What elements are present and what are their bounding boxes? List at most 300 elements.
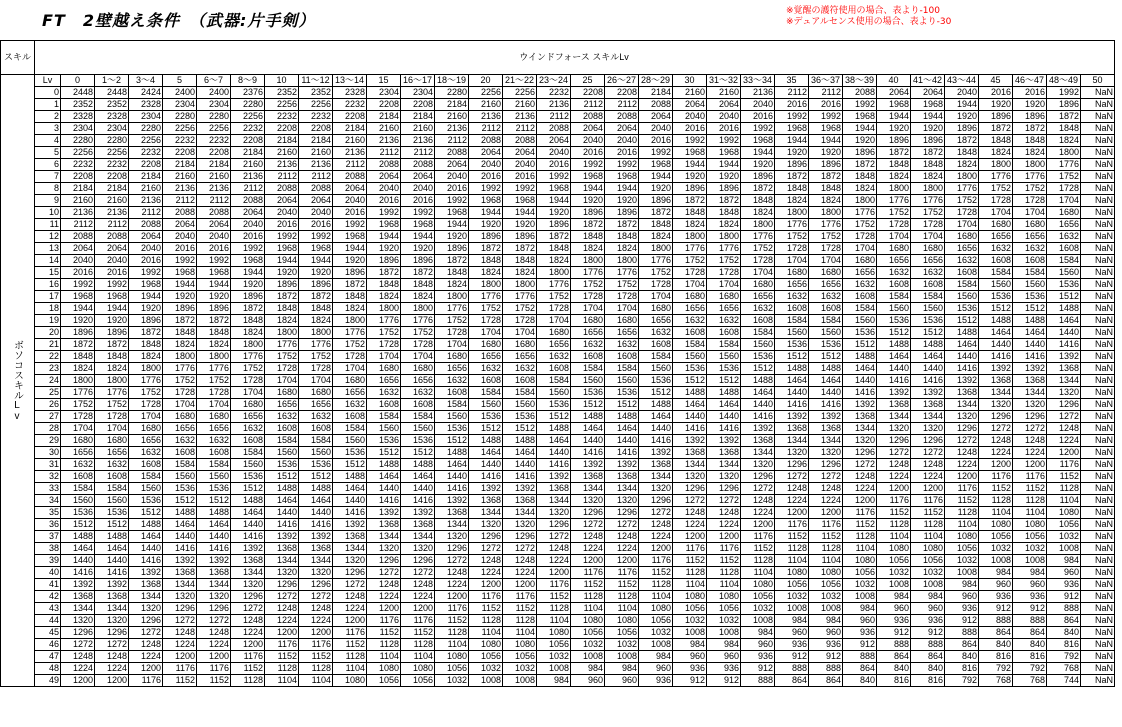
table-cell: 1248 xyxy=(265,603,299,615)
table-cell: 1320 xyxy=(979,399,1013,411)
column-header: 50 xyxy=(1081,75,1115,87)
table-cell: 1776 xyxy=(843,207,877,219)
table-row xyxy=(1,471,1115,483)
table-cell: 2352 xyxy=(61,99,95,111)
table-cell: 1608 xyxy=(707,327,741,339)
table-cell: 1464 xyxy=(605,423,639,435)
table-cell: 1392 xyxy=(299,531,333,543)
table-cell: 1464 xyxy=(1047,315,1081,327)
row-level: 12 xyxy=(35,231,61,243)
column-header: 38～39 xyxy=(843,75,877,87)
table-cell: 2376 xyxy=(231,87,265,99)
table-cell: 1968 xyxy=(95,291,129,303)
table-cell: 1920 xyxy=(809,147,843,159)
table-cell: 2112 xyxy=(197,195,231,207)
table-cell: 1440 xyxy=(333,495,367,507)
table-cell: 1128 xyxy=(1013,495,1047,507)
table-cell: 1656 xyxy=(435,363,469,375)
table-cell: 888 xyxy=(877,639,911,651)
table-cell: 1632 xyxy=(1013,243,1047,255)
table-cell: 1248 xyxy=(911,459,945,471)
table-cell: 2064 xyxy=(673,99,707,111)
table-cell: 1296 xyxy=(979,411,1013,423)
column-header: 21～22 xyxy=(503,75,537,87)
table-cell: 984 xyxy=(605,663,639,675)
table-cell: 1248 xyxy=(571,531,605,543)
table-cell: 1152 xyxy=(299,651,333,663)
table-cell: 1296 xyxy=(707,483,741,495)
table-cell: 840 xyxy=(877,663,911,675)
table-cell: 1536 xyxy=(537,399,571,411)
notes xyxy=(786,6,951,28)
table-cell: 1224 xyxy=(1047,435,1081,447)
table-cell: 1800 xyxy=(911,183,945,195)
table-cell: 1272 xyxy=(61,639,95,651)
table-cell: 1848 xyxy=(639,219,673,231)
table-cell: 1704 xyxy=(435,339,469,351)
row-level: 46 xyxy=(35,639,61,651)
table-cell: 1848 xyxy=(707,207,741,219)
table-cell: 1368 xyxy=(503,495,537,507)
table-cell: 1704 xyxy=(299,375,333,387)
table-cell: 2064 xyxy=(367,171,401,183)
table-cell: 1800 xyxy=(61,375,95,387)
table-cell: 2136 xyxy=(469,111,503,123)
table-cell: 1752 xyxy=(129,387,163,399)
table-cell: 1752 xyxy=(843,219,877,231)
table-cell: 1512 xyxy=(673,375,707,387)
table-cell: 1416 xyxy=(571,447,605,459)
column-header: 41～42 xyxy=(911,75,945,87)
table-cell: 1752 xyxy=(877,207,911,219)
table-cell: 1152 xyxy=(1047,471,1081,483)
table-cell: 2328 xyxy=(95,111,129,123)
table-cell: 1008 xyxy=(809,603,843,615)
table-cell: 1584 xyxy=(741,327,775,339)
table-cell: 1704 xyxy=(197,399,231,411)
table-cell: 816 xyxy=(877,675,911,687)
table-cell: 1368 xyxy=(741,435,775,447)
table-cell: 1008 xyxy=(537,663,571,675)
column-header: 31～32 xyxy=(707,75,741,87)
table-cell: 1512 xyxy=(129,507,163,519)
table-cell: 2016 xyxy=(265,219,299,231)
table-cell: 1800 xyxy=(469,279,503,291)
table-cell: 1440 xyxy=(843,375,877,387)
table-cell: 1272 xyxy=(1013,423,1047,435)
table-cell: 1368 xyxy=(605,471,639,483)
table-cell: 1728 xyxy=(469,315,503,327)
table-cell: NaN xyxy=(1081,459,1115,471)
table-cell: 2016 xyxy=(741,111,775,123)
table-cell: 2232 xyxy=(163,135,197,147)
table-cell: 1944 xyxy=(231,267,265,279)
table-cell: 1488 xyxy=(401,459,435,471)
row-group-label: ボソコスキルLv xyxy=(1,75,35,687)
table-cell: 1920 xyxy=(435,231,469,243)
table-cell: 1992 xyxy=(197,255,231,267)
table-cell: 1776 xyxy=(775,219,809,231)
table-cell: NaN xyxy=(1081,159,1115,171)
row-level: 11 xyxy=(35,219,61,231)
table-cell: 1368 xyxy=(945,387,979,399)
column-header: 3～4 xyxy=(129,75,163,87)
column-header: 13～14 xyxy=(333,75,367,87)
table-cell: 912 xyxy=(673,675,707,687)
table-cell: 1752 xyxy=(163,375,197,387)
table-cell: 1632 xyxy=(775,291,809,303)
table-cell: 1656 xyxy=(639,315,673,327)
table-cell: 1416 xyxy=(673,423,707,435)
table-cell: 1632 xyxy=(639,327,673,339)
table-cell: 1080 xyxy=(775,567,809,579)
table-cell: 1584 xyxy=(639,351,673,363)
table-cell: 888 xyxy=(911,639,945,651)
table-cell: 768 xyxy=(979,675,1013,687)
table-cell: 1992 xyxy=(231,243,265,255)
table-cell: 1776 xyxy=(979,171,1013,183)
table-cell: 1104 xyxy=(809,555,843,567)
table-cell: 2064 xyxy=(129,231,163,243)
table-cell: 1920 xyxy=(401,243,435,255)
table-cell: 1896 xyxy=(503,231,537,243)
table-cell: NaN xyxy=(1081,591,1115,603)
table-cell: 2304 xyxy=(367,87,401,99)
table-cell: 984 xyxy=(877,591,911,603)
table-cell: 1824 xyxy=(775,195,809,207)
table-cell: 1944 xyxy=(435,219,469,231)
table-cell: 1464 xyxy=(401,471,435,483)
table-cell: 912 xyxy=(945,615,979,627)
table-cell: 2208 xyxy=(571,87,605,99)
table-cell: 1656 xyxy=(673,303,707,315)
table-cell: 1536 xyxy=(197,483,231,495)
table-cell: 1848 xyxy=(945,147,979,159)
table-cell: 1224 xyxy=(707,519,741,531)
table-cell: 1728 xyxy=(163,387,197,399)
table-cell: 1536 xyxy=(945,303,979,315)
table-cell: 1848 xyxy=(435,267,469,279)
table-cell: 2184 xyxy=(231,147,265,159)
table-cell: 1848 xyxy=(163,327,197,339)
table-cell: 1872 xyxy=(537,231,571,243)
table-cell: 1392 xyxy=(333,519,367,531)
table-cell: 1824 xyxy=(877,171,911,183)
table-cell: 1176 xyxy=(197,663,231,675)
table-cell: 1320 xyxy=(367,543,401,555)
column-header: 1～2 xyxy=(95,75,129,87)
table-row xyxy=(1,483,1115,495)
table-cell: 1344 xyxy=(775,435,809,447)
table-cell: 1392 xyxy=(537,471,571,483)
table-cell: 2208 xyxy=(129,159,163,171)
table-cell: 936 xyxy=(775,639,809,651)
table-cell: 1992 xyxy=(265,231,299,243)
table-cell: 1920 xyxy=(945,111,979,123)
table-cell: 1872 xyxy=(503,243,537,255)
table-cell: 840 xyxy=(911,663,945,675)
table-cell: 1272 xyxy=(979,423,1013,435)
table-cell: 1512 xyxy=(503,423,537,435)
table-cell: 1632 xyxy=(571,339,605,351)
table-cell: 888 xyxy=(809,663,843,675)
table-cell: 1128 xyxy=(231,675,265,687)
table-cell: 1992 xyxy=(775,111,809,123)
table-cell: 1848 xyxy=(333,291,367,303)
table-cell: 1968 xyxy=(809,123,843,135)
table-cell: 1632 xyxy=(741,303,775,315)
table-cell: 1824 xyxy=(571,243,605,255)
table-cell: 1392 xyxy=(163,555,197,567)
table-row xyxy=(1,339,1115,351)
table-cell: 1344 xyxy=(877,411,911,423)
table-cell: 1920 xyxy=(503,219,537,231)
table-cell: 840 xyxy=(1047,627,1081,639)
table-cell: 1440 xyxy=(95,555,129,567)
table-cell: 2016 xyxy=(401,195,435,207)
table-cell: 1392 xyxy=(843,399,877,411)
table-cell: 1896 xyxy=(265,279,299,291)
table-cell: 1536 xyxy=(469,411,503,423)
table-cell: 1872 xyxy=(95,339,129,351)
table-cell: 1416 xyxy=(809,399,843,411)
table-cell: 1464 xyxy=(503,447,537,459)
table-cell: 1128 xyxy=(639,579,673,591)
table-cell: 1176 xyxy=(877,495,911,507)
table-cell: 2040 xyxy=(333,195,367,207)
table-cell: 960 xyxy=(809,627,843,639)
table-cell: 1176 xyxy=(129,675,163,687)
table-cell: 1200 xyxy=(639,543,673,555)
table-cell: 1656 xyxy=(367,375,401,387)
table-cell: 1368 xyxy=(231,555,265,567)
table-cell: 1248 xyxy=(809,483,843,495)
table-cell: 1584 xyxy=(61,483,95,495)
column-header: 28～29 xyxy=(639,75,673,87)
table-cell: 1056 xyxy=(911,555,945,567)
table-cell: 1872 xyxy=(1047,111,1081,123)
table-cell: 1800 xyxy=(367,303,401,315)
table-cell: 1680 xyxy=(945,231,979,243)
table-cell: 1152 xyxy=(775,531,809,543)
table-cell: 2448 xyxy=(61,87,95,99)
table-cell: 1776 xyxy=(809,219,843,231)
table-cell: 1248 xyxy=(61,651,95,663)
table-cell: 1152 xyxy=(265,651,299,663)
table-cell: 2136 xyxy=(61,207,95,219)
table-cell: 1368 xyxy=(1047,363,1081,375)
column-header: 16～17 xyxy=(401,75,435,87)
table-cell: 1032 xyxy=(707,615,741,627)
table-cell: 1872 xyxy=(163,315,197,327)
table-cell: 2232 xyxy=(129,147,163,159)
table-cell: 864 xyxy=(945,639,979,651)
table-cell: 1176 xyxy=(673,543,707,555)
table-cell: 2064 xyxy=(435,159,469,171)
table-cell: 1800 xyxy=(741,219,775,231)
table-cell: 2448 xyxy=(95,87,129,99)
table-cell: 2016 xyxy=(707,123,741,135)
table-cell: 1104 xyxy=(537,615,571,627)
table-cell: 2016 xyxy=(571,147,605,159)
table-cell: NaN xyxy=(1081,135,1115,147)
table-cell: 1464 xyxy=(537,435,571,447)
table-cell: 2136 xyxy=(163,183,197,195)
table-cell: 2208 xyxy=(61,171,95,183)
table-cell: 1704 xyxy=(469,327,503,339)
table-cell: 1968 xyxy=(571,171,605,183)
table-cell: 1224 xyxy=(639,531,673,543)
table-cell: 1488 xyxy=(843,351,877,363)
row-level: 17 xyxy=(35,291,61,303)
table-cell: 2040 xyxy=(639,123,673,135)
column-header: 20 xyxy=(469,75,503,87)
table-cell: 1488 xyxy=(503,435,537,447)
table-cell: 1344 xyxy=(707,459,741,471)
table-cell: 1920 xyxy=(95,315,129,327)
table-cell: 1176 xyxy=(741,531,775,543)
table-cell: 1920 xyxy=(163,291,197,303)
table-cell: 1944 xyxy=(537,195,571,207)
table-cell: 1512 xyxy=(1047,291,1081,303)
table-cell: 1752 xyxy=(1013,183,1047,195)
table-cell: 2136 xyxy=(129,195,163,207)
table-cell: 1632 xyxy=(129,447,163,459)
table-cell: 1968 xyxy=(197,267,231,279)
table-cell: 1128 xyxy=(299,663,333,675)
column-header: 36～37 xyxy=(809,75,843,87)
table-row xyxy=(1,399,1115,411)
table-cell: 1656 xyxy=(945,243,979,255)
table-cell: 1992 xyxy=(333,219,367,231)
table-cell: 2232 xyxy=(299,111,333,123)
table-cell: 1224 xyxy=(367,591,401,603)
table-cell: NaN xyxy=(1081,303,1115,315)
table-cell: 1104 xyxy=(775,555,809,567)
table-cell: 2016 xyxy=(95,267,129,279)
table-cell: 2136 xyxy=(231,171,265,183)
table-cell: 1440 xyxy=(231,519,265,531)
table-cell: 984 xyxy=(911,591,945,603)
column-header: 48～49 xyxy=(1047,75,1081,87)
table-cell: 1944 xyxy=(333,243,367,255)
table-cell: 1608 xyxy=(401,399,435,411)
table-cell: 1512 xyxy=(469,423,503,435)
column-header: 10 xyxy=(265,75,299,87)
table-cell: 1392 xyxy=(129,567,163,579)
table-row xyxy=(1,531,1115,543)
table-cell: 1632 xyxy=(367,387,401,399)
table-cell: 2208 xyxy=(605,87,639,99)
table-cell: 936 xyxy=(707,663,741,675)
table-cell: 2184 xyxy=(299,135,333,147)
table-cell: 1440 xyxy=(809,387,843,399)
table-cell: 1320 xyxy=(401,543,435,555)
table-cell: 1872 xyxy=(843,159,877,171)
table-cell: NaN xyxy=(1081,579,1115,591)
table-cell: 1824 xyxy=(843,183,877,195)
row-level: 19 xyxy=(35,315,61,327)
table-cell: 1536 xyxy=(843,327,877,339)
table-cell: 1272 xyxy=(673,495,707,507)
table-cell: 1800 xyxy=(231,339,265,351)
table-cell: 1896 xyxy=(129,315,163,327)
table-cell: 2064 xyxy=(707,99,741,111)
table-cell: 2328 xyxy=(129,99,163,111)
table-cell: 1680 xyxy=(775,267,809,279)
column-group-label: ウインドフォース スキルLv xyxy=(35,41,1115,75)
table-cell: 1296 xyxy=(741,471,775,483)
table-cell: 1896 xyxy=(333,267,367,279)
table-cell: 1536 xyxy=(231,471,265,483)
table-cell: 1848 xyxy=(401,279,435,291)
table-cell: 1080 xyxy=(843,555,877,567)
table-cell: 1560 xyxy=(95,495,129,507)
table-cell: 1728 xyxy=(1047,183,1081,195)
table-cell: 1008 xyxy=(843,591,877,603)
table-cell: 1464 xyxy=(843,363,877,375)
table-cell: 1704 xyxy=(741,267,775,279)
table-cell: 1776 xyxy=(367,315,401,327)
table-cell: 1632 xyxy=(401,387,435,399)
table-cell: 1200 xyxy=(367,603,401,615)
table-cell: 1584 xyxy=(843,303,877,315)
table-cell: 2064 xyxy=(605,123,639,135)
table-cell: 1488 xyxy=(775,363,809,375)
table-cell: 1200 xyxy=(673,531,707,543)
table-cell: 864 xyxy=(843,663,877,675)
table-cell: 912 xyxy=(877,627,911,639)
table-cell: 1632 xyxy=(163,435,197,447)
table-cell: 1296 xyxy=(809,459,843,471)
table-cell: 1440 xyxy=(469,459,503,471)
table-cell: 1320 xyxy=(809,447,843,459)
table-cell: 1896 xyxy=(809,159,843,171)
table-cell: 1608 xyxy=(1047,243,1081,255)
table-cell: 1560 xyxy=(333,435,367,447)
table-cell: 2112 xyxy=(333,159,367,171)
table-cell: 1896 xyxy=(401,255,435,267)
table-cell: 2280 xyxy=(163,111,197,123)
table-cell: 1584 xyxy=(979,267,1013,279)
column-header: 15 xyxy=(367,75,401,87)
table-cell: 1680 xyxy=(877,243,911,255)
table-cell: 1968 xyxy=(367,219,401,231)
table-cell: 1176 xyxy=(401,615,435,627)
table-cell: 1704 xyxy=(401,351,435,363)
table-cell: 1344 xyxy=(469,507,503,519)
table-cell: 1992 xyxy=(639,147,673,159)
table-cell: 1320 xyxy=(163,591,197,603)
table-cell: 1152 xyxy=(809,531,843,543)
table-cell: 2064 xyxy=(503,147,537,159)
table-cell: 984 xyxy=(741,627,775,639)
table-cell: 1752 xyxy=(605,279,639,291)
table-cell: 1704 xyxy=(673,279,707,291)
table-cell: 1272 xyxy=(537,531,571,543)
table-cell: 1272 xyxy=(945,435,979,447)
table-cell: 1416 xyxy=(129,555,163,567)
table-cell: 1872 xyxy=(979,123,1013,135)
table-cell: 768 xyxy=(1047,663,1081,675)
table-cell: 2064 xyxy=(95,243,129,255)
table-cell: 2040 xyxy=(571,135,605,147)
table-cell: 1584 xyxy=(1047,255,1081,267)
table-cell: NaN xyxy=(1081,447,1115,459)
table-row xyxy=(1,459,1115,471)
table-cell: 1176 xyxy=(1013,471,1047,483)
table-cell: 1728 xyxy=(605,291,639,303)
